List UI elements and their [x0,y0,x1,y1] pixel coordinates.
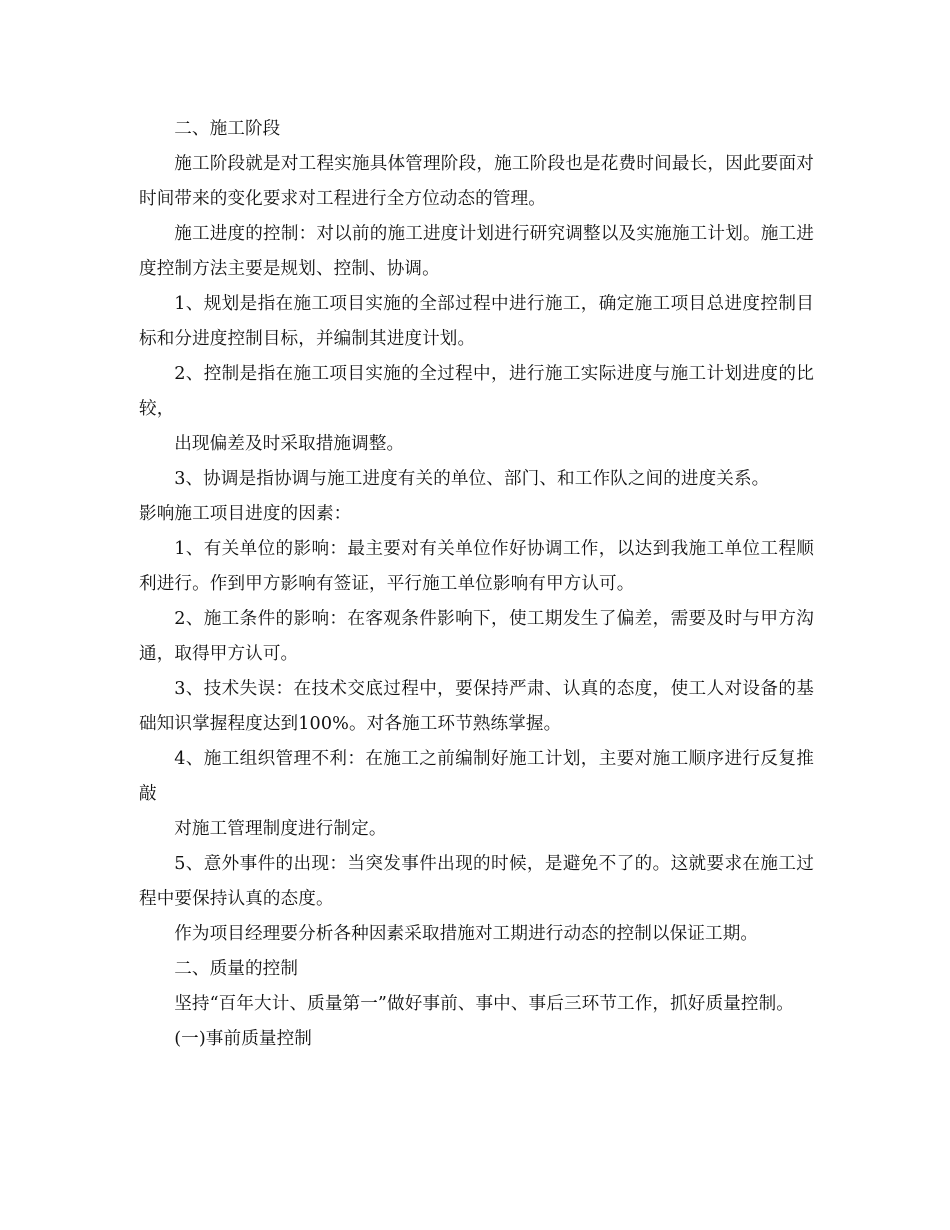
document-body [139,112,814,1057]
list-item-technical-errors: 3、技术失误：在技术交底过程中，要保持严肃、认真的态度，使工人对设备的基础知识掌握程度达到100%。对各施工环节熟练掌握。 [139,679,814,734]
list-item-construction-conditions: 2、施工条件的影响：在客观条件影响下，使工期发生了偏差，需要及时与甲方沟通，取得甲方认可。 [139,609,814,664]
paragraph-deviation-adjustment: 出现偏差及时采取措施调整。 [174,434,405,454]
subheading-progress-factors: 影响施工项目进度的因素： [139,504,352,524]
list-item-coordination: 3、协调是指协调与施工进度有关的单位、部门、和工作队之间的进度关系。 [174,469,770,489]
section-heading-quality-control: 二、质量的控制 [174,959,299,979]
subheading-pre-quality-control: (一)事前质量控制 [174,1029,312,1049]
paragraph-schedule-control: 施工进度的控制：对以前的施工进度计划进行研究调整以及实施施工计划。施工进度控制方法主要是规划、控制、协调。 [139,224,814,279]
section-heading-construction-stage: 二、施工阶段 [174,119,281,139]
list-item-poor-management: 4、施工组织管理不利：在施工之前编制好施工计划，主要对施工顺序进行反复推敲 [139,749,814,804]
list-item-related-units: 1、有关单位的影响：最主要对有关单位作好协调工作，以达到我施工单位工程顺利进行。作到甲方影响有签证，平行施工单位影响有甲方认可。 [139,539,814,594]
list-item-accidents: 5、意外事件的出现：当突发事件出现的时候，是避免不了的。这就要求在施工过程中要保持认真的态度。 [139,854,814,909]
paragraph-management-system: 对施工管理制度进行制定。 [174,819,387,839]
paragraph-project-manager: 作为项目经理要分析各种因素采取措施对工期进行动态的控制以保证工期。 [174,924,759,944]
paragraph-quality-principle: 坚持“百年大计、质量第一”做好事前、事中、事后三环节工作，抓好质量控制。 [174,994,794,1014]
paragraph-construction-stage-intro: 施工阶段就是对工程实施具体管理阶段，施工阶段也是花费时间最长，因此要面对时间带来的变化要求对工程进行全方位动态的管理。 [139,154,814,209]
list-item-control: 2、控制是指在施工项目实施的全过程中，进行施工实际进度与施工计划进度的比较， [139,364,814,419]
list-item-planning: 1、规划是指在施工项目实施的全部过程中进行施工，确定施工项目总进度控制目标和分进度控制目标，并编制其进度计划。 [139,294,814,349]
